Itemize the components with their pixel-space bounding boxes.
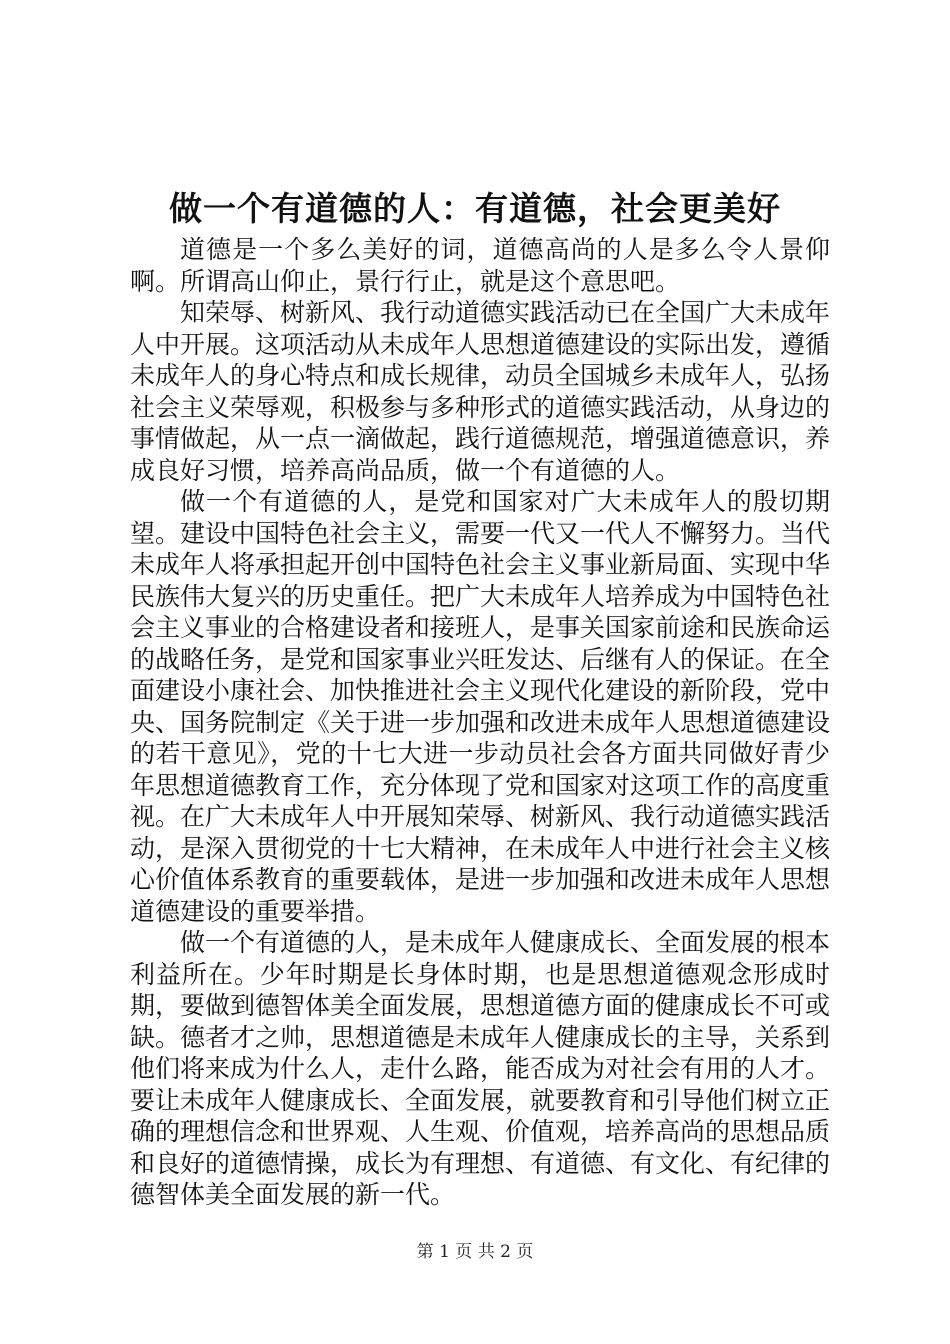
page-number-footer: 第 1 页 共 2 页 [416, 1242, 534, 1262]
paragraph: 知荣辱、树新风、我行动道德实践活动已在全国广大未成年人中开展。这项活动从未成年人思想道德建设的实际出发，遵循未成年人的身心特点和成长规律，动员全国城乡未成年人，弘扬社会主义荣辱观，积极参与多种形式的道德实践活动，从身边的事情做起，从一点一滴做起，践行道德规范，增强道德意识，养成良好习惯，培养高尚品质，做一个有道德的人。 [130, 298, 831, 485]
document-title: 做一个有道德的人：有道德，社会更美好 [169, 189, 781, 228]
document-body [130, 234, 830, 1211]
paragraph: 做一个有道德的人，是未成年人健康成长、全面发展的根本利益所在。少年时期是长身体时期，也是思想道德观念形成时期，要做到德智体美全面发展，思想道德方面的健康成长不可或缺。德者才之帅，思想道德是未成年人健康成长的主导，关系到他们将来成为什么人，走什么路，能否成为对社会有用的人才。要让未成年人健康成长、全面发展，就要教育和引导他们树立正确的理想信念和世界观、人生观、价值观，培养高尚的思想品质和良好的道德情操，成长为有理想、有道德、有文化、有纪律的德智体美全面发展的新一代。 [130, 928, 831, 1209]
paragraph: 做一个有道德的人，是党和国家对广大未成年人的殷切期望。建设中国特色社会主义，需要一代又一代人不懈努力。当代未成年人将承担起开创中国特色社会主义事业新局面、实现中华民族伟大复兴的历史重任。把广大未成年人培养成为中国特色社会主义事业的合格建设者和接班人，是事关国家前途和民族命运的战略任务，是党和国家事业兴旺发达、后继有人的保证。在全面建设小康社会、加快推进社会主义现代化建设的新阶段，党中央、国务院制定《关于进一步加强和改进未成年人思想道德建设的若干意见》，党的十七大进一步动员社会各方面共同做好青少年思想道德教育工作，充分体现了党和国家对这项工作的高度重视。在广大未成年人中开展知荣辱、树新风、我行动道德实践活动，是深入贯彻党的十七大精神，在未成年人中进行社会主义核心价值体系教育的重要载体，是进一步加强和改进未成年人思想道德建设的重要举措。 [130, 487, 831, 926]
paragraph: 道德是一个多么美好的词，道德高尚的人是多么令人景仰啊。所谓高山仰止，景行行止，就是这个意思吧。 [130, 235, 830, 296]
